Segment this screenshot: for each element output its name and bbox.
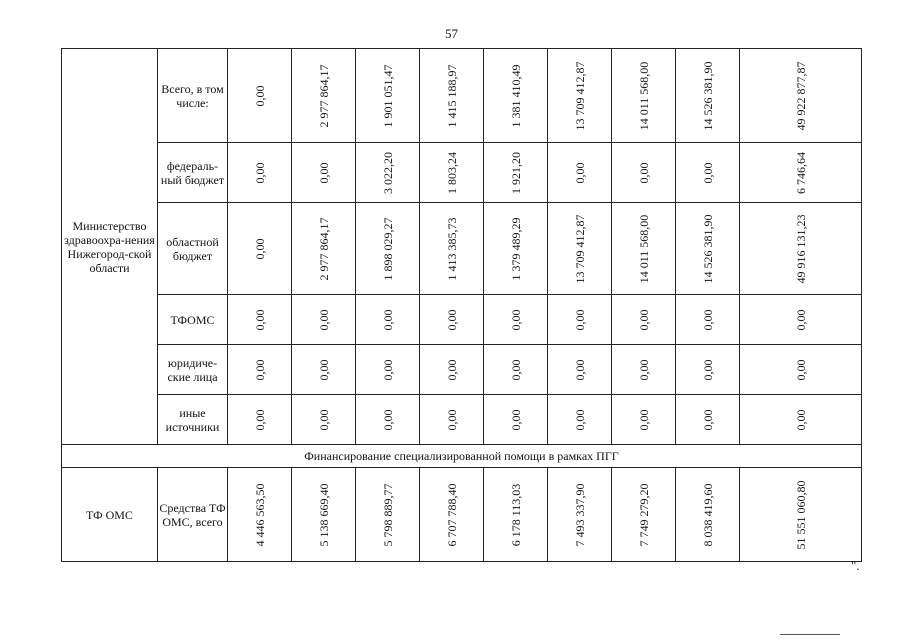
value-cell [676, 345, 740, 395]
value-cell [740, 468, 862, 562]
funding-source-cell: Всего, в том числе: [158, 49, 228, 143]
value-text: 0,00 [508, 409, 523, 430]
funding-source-cell: юридиче-ские лица [158, 345, 228, 395]
value-text: 6 746,64 [793, 151, 808, 194]
value-text: 1 413 385,73 [444, 217, 459, 280]
value-text: 49 922 877,87 [793, 61, 808, 130]
value-cell [420, 49, 484, 143]
value-cell [484, 49, 548, 143]
value-cell [676, 395, 740, 445]
value-cell [420, 345, 484, 395]
value-cell [292, 203, 356, 295]
value-text: 0,00 [252, 162, 267, 183]
value-cell [292, 49, 356, 143]
value-text: 1 898 029,27 [380, 217, 395, 280]
value-cell [740, 203, 862, 295]
value-text: 0,00 [636, 359, 651, 380]
value-text: 0,00 [700, 359, 715, 380]
value-text: 13 709 412,87 [572, 214, 587, 283]
value-cell [420, 203, 484, 295]
value-text: 0,00 [252, 238, 267, 259]
funding-source-cell: областной бюджет [158, 203, 228, 295]
value-text: 0,00 [252, 359, 267, 380]
table-row [62, 345, 862, 395]
value-text: 0,00 [572, 309, 587, 330]
value-cell [292, 395, 356, 445]
value-cell [740, 395, 862, 445]
value-text: 0,00 [700, 162, 715, 183]
table-row [62, 143, 862, 203]
value-cell [292, 143, 356, 203]
closing-quote: ". [851, 558, 860, 573]
value-cell [740, 345, 862, 395]
value-cell [484, 143, 548, 203]
value-cell [612, 49, 676, 143]
value-cell [356, 203, 420, 295]
value-text: 0,00 [252, 409, 267, 430]
page-number: 57 [445, 26, 458, 41]
value-text: 5 138 669,40 [316, 483, 331, 546]
value-text: 7 749 279,20 [636, 483, 651, 546]
value-cell [356, 49, 420, 143]
value-text: 3 022,20 [380, 151, 395, 194]
funding-source-cell: иные источники [158, 395, 228, 445]
value-text: 14 011 568,00 [636, 214, 651, 283]
value-cell [740, 49, 862, 143]
value-cell [676, 295, 740, 345]
value-text: 0,00 [508, 309, 523, 330]
value-text: 0,00 [572, 359, 587, 380]
value-text: 0,00 [316, 162, 331, 183]
value-cell [420, 295, 484, 345]
value-cell [612, 468, 676, 562]
value-text: 2 977 864,17 [316, 64, 331, 127]
value-text: 0,00 [793, 309, 808, 330]
value-text: 1 921,20 [508, 151, 523, 194]
value-text: 0,00 [636, 409, 651, 430]
value-text: 0,00 [572, 162, 587, 183]
value-text: 0,00 [636, 162, 651, 183]
value-cell [292, 345, 356, 395]
value-text: 0,00 [380, 409, 395, 430]
value-text: 0,00 [572, 409, 587, 430]
value-text: 5 798 889,77 [380, 483, 395, 546]
value-cell [484, 345, 548, 395]
value-cell [228, 295, 292, 345]
value-text: 14 526 381,90 [700, 61, 715, 130]
value-cell [676, 49, 740, 143]
value-text: 0,00 [700, 409, 715, 430]
funding-source-cell: ТФОМС [158, 295, 228, 345]
value-text: 1 803,24 [444, 151, 459, 194]
value-text: 6 707 788,40 [444, 483, 459, 546]
value-text: 49 916 131,23 [793, 214, 808, 283]
value-cell [612, 203, 676, 295]
value-cell [548, 295, 612, 345]
value-cell [228, 345, 292, 395]
value-cell [356, 143, 420, 203]
value-text: 2 977 864,17 [316, 217, 331, 280]
value-text: 1 381 410,49 [508, 64, 523, 127]
table-row [62, 203, 862, 295]
value-cell [612, 143, 676, 203]
value-text: 7 493 337,90 [572, 483, 587, 546]
table-body [62, 49, 862, 562]
value-cell [420, 395, 484, 445]
value-text: 0,00 [380, 309, 395, 330]
value-cell [228, 143, 292, 203]
value-cell [484, 468, 548, 562]
value-text: 0,00 [252, 85, 267, 106]
value-text: 8 038 419,60 [700, 483, 715, 546]
value-cell [612, 295, 676, 345]
value-cell [292, 295, 356, 345]
value-text: 0,00 [700, 309, 715, 330]
value-cell [420, 468, 484, 562]
value-text: 1 901 051,47 [380, 64, 395, 127]
section-title: Финансирование специализированной помощи в рамках ПГГ [62, 445, 862, 468]
value-text: 0,00 [252, 309, 267, 330]
value-text: 0,00 [444, 309, 459, 330]
value-text: 0,00 [444, 409, 459, 430]
value-cell [484, 203, 548, 295]
value-cell [228, 49, 292, 143]
value-cell [228, 203, 292, 295]
value-text: 0,00 [636, 309, 651, 330]
ministry-name-cell: Министерство здравоохра-нения Нижегород-ской области [62, 49, 158, 445]
tfoms-org-cell: ТФ ОМС [62, 468, 158, 562]
value-text: 0,00 [316, 359, 331, 380]
value-cell [612, 395, 676, 445]
footer-divider [780, 634, 840, 635]
value-text: 4 446 563,50 [252, 483, 267, 546]
value-cell [676, 468, 740, 562]
value-cell [548, 345, 612, 395]
value-cell [420, 143, 484, 203]
value-cell [740, 295, 862, 345]
value-text: 1 415 188,97 [444, 64, 459, 127]
value-cell [228, 468, 292, 562]
value-text: 6 178 113,03 [508, 483, 523, 546]
value-cell [292, 468, 356, 562]
value-cell [484, 395, 548, 445]
value-text: 0,00 [380, 359, 395, 380]
value-cell [484, 295, 548, 345]
section-header-row [62, 445, 862, 468]
value-text: 0,00 [316, 409, 331, 430]
funding-source-cell: Средства ТФ ОМС, всего [158, 468, 228, 562]
value-text: 51 551 060,80 [793, 480, 808, 549]
table-row [62, 395, 862, 445]
value-cell [548, 203, 612, 295]
table-row [62, 295, 862, 345]
value-text: 0,00 [316, 309, 331, 330]
value-cell [676, 203, 740, 295]
value-cell [356, 395, 420, 445]
table-row [62, 468, 862, 562]
table-row [62, 49, 862, 143]
value-cell [740, 143, 862, 203]
budget-table [61, 48, 862, 562]
value-cell [548, 395, 612, 445]
value-text: 1 379 489,29 [508, 217, 523, 280]
value-cell [676, 143, 740, 203]
value-text: 14 526 381,90 [700, 214, 715, 283]
value-cell [548, 49, 612, 143]
value-text: 0,00 [793, 359, 808, 380]
value-text: 0,00 [444, 359, 459, 380]
funding-source-cell: федераль-ный бюджет [158, 143, 228, 203]
value-cell [356, 295, 420, 345]
value-cell [356, 468, 420, 562]
value-cell [356, 345, 420, 395]
value-cell [548, 143, 612, 203]
value-cell [228, 395, 292, 445]
value-text: 0,00 [508, 359, 523, 380]
value-text: 14 011 568,00 [636, 61, 651, 130]
value-text: 13 709 412,87 [572, 61, 587, 130]
value-text: 0,00 [793, 409, 808, 430]
value-cell [612, 345, 676, 395]
value-cell [548, 468, 612, 562]
